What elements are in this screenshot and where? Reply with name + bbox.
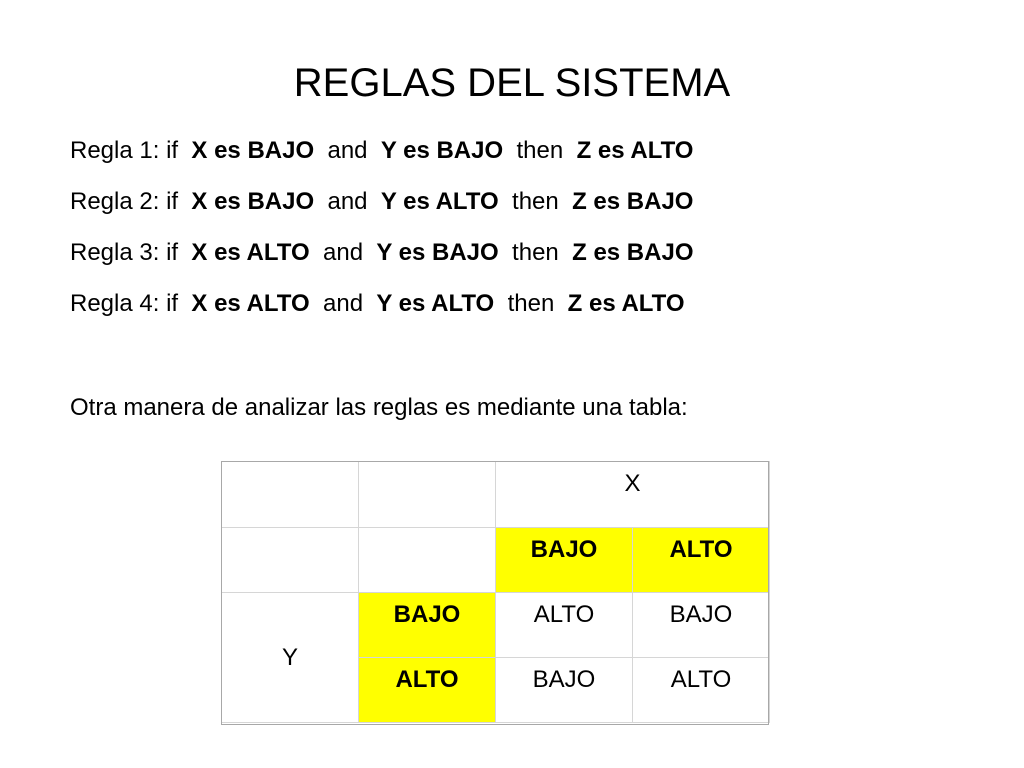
cell-value: ALTO xyxy=(533,601,595,628)
table-x-values-row xyxy=(222,528,770,593)
rule-label: Regla 3: xyxy=(70,239,160,266)
rules-list xyxy=(70,135,693,339)
rule-label: Regla 1: xyxy=(70,137,160,164)
then-keyword: then xyxy=(507,290,555,317)
rule-2 xyxy=(70,186,693,237)
cell-value: ALTO xyxy=(670,666,732,693)
page-title: REGLAS DEL SISTEMA xyxy=(293,61,731,105)
rule-z-result: Z es ALTO xyxy=(567,290,685,317)
then-keyword: then xyxy=(512,188,559,215)
empty-cell xyxy=(359,462,496,528)
if-keyword: if xyxy=(166,188,179,215)
y-axis-label: Y xyxy=(281,643,298,671)
rule-z-result: Z es ALTO xyxy=(576,137,694,164)
then-keyword: then xyxy=(512,239,559,266)
and-keyword: and xyxy=(323,290,364,317)
y-value-header xyxy=(359,593,496,658)
rule-y-condition: Y es BAJO xyxy=(376,239,499,266)
if-keyword: if xyxy=(166,290,179,317)
rule-1 xyxy=(70,135,693,186)
x-value-label: ALTO xyxy=(669,536,733,563)
rule-3 xyxy=(70,237,693,288)
y-value-label: ALTO xyxy=(395,666,459,693)
y-value-header xyxy=(359,658,496,723)
table-cell xyxy=(633,593,770,658)
table-cell xyxy=(496,593,633,658)
table-cell xyxy=(633,658,770,723)
rule-x-condition: X es ALTO xyxy=(191,239,310,266)
and-keyword: and xyxy=(323,239,364,266)
rule-y-condition: Y es ALTO xyxy=(380,188,499,215)
y-value-label: BAJO xyxy=(393,601,461,628)
rule-y-condition: Y es BAJO xyxy=(380,137,504,164)
rules-table xyxy=(221,461,770,723)
then-keyword: then xyxy=(516,137,564,164)
empty-cell xyxy=(222,528,359,593)
rule-label: Regla 2: xyxy=(70,188,160,215)
rule-y-condition: Y es ALTO xyxy=(376,290,495,317)
and-keyword: and xyxy=(327,137,368,164)
rule-x-condition: X es ALTO xyxy=(191,290,310,317)
rule-z-result: Z es BAJO xyxy=(572,239,694,266)
table-cell xyxy=(496,658,633,723)
x-value-header xyxy=(633,528,770,593)
intro-text: Otra manera de analizar las reglas es mediante una tabla: xyxy=(70,394,688,421)
rule-x-condition: X es BAJO xyxy=(191,188,315,215)
rule-4 xyxy=(70,288,693,339)
if-keyword: if xyxy=(166,239,179,266)
table-row xyxy=(222,593,770,658)
x-value-label: BAJO xyxy=(530,536,598,563)
cell-value: BAJO xyxy=(532,666,596,693)
empty-cell xyxy=(222,462,359,528)
table-header-row xyxy=(222,462,770,528)
x-axis-label: X xyxy=(624,470,641,497)
and-keyword: and xyxy=(327,188,368,215)
if-keyword: if xyxy=(166,137,179,164)
rule-z-result: Z es BAJO xyxy=(572,188,694,215)
cell-value: BAJO xyxy=(669,601,733,628)
rule-x-condition: X es BAJO xyxy=(191,137,315,164)
y-axis-header xyxy=(222,593,359,723)
rule-label: Regla 4: xyxy=(70,290,160,317)
x-axis-header xyxy=(496,462,770,528)
x-value-header xyxy=(496,528,633,593)
empty-cell xyxy=(359,528,496,593)
